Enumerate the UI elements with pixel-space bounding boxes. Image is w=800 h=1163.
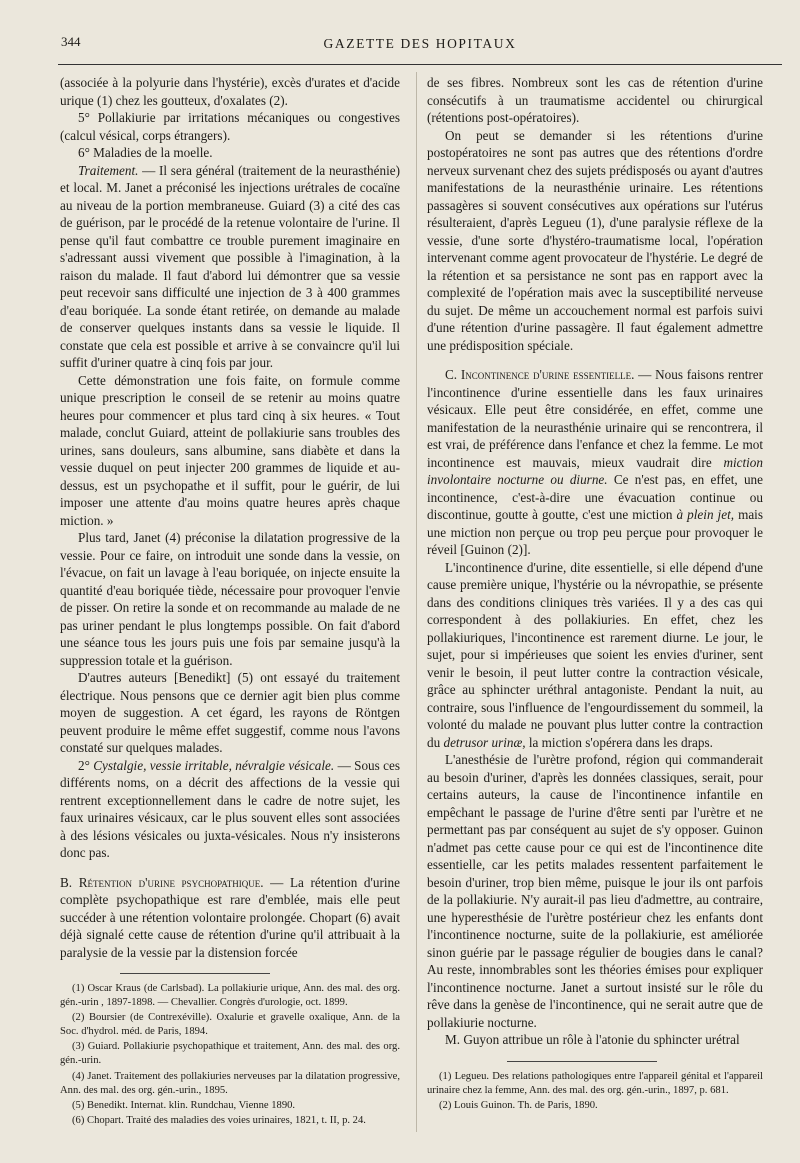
section-heading: B. Rétention d'urine psychopathique. [60, 874, 264, 890]
footnote: (5) Benedikt. Internat. klin. Rundchau, Vienne 1890. [72, 1099, 296, 1111]
footnote: (2) Louis Guinon. Th. de Paris, 1890. [439, 1099, 598, 1111]
paragraph: D'autres auteurs [Benedikt] (5) ont essayé du traitement électrique. Nous pensons que ce dernier agit bien plus comme moyen de suggestion. A cet égard, les rayons de Röntgen peuvent produire le même effet suggestif, comme nous l'avons constaté sur quelques malades. [60, 670, 400, 755]
paragraph: On peut se demander si les rétentions d'urine postopératoires ne sont pas autres que des rétentions d'ordre nerveux survenant chez des sujets prédisposés ou ayant d'autres manifestations de la neurasthénie urinaire. Les rétentions passagères si souvent consécutives aux opérations sur l'utérus résulteraient, d'après Legueu (1), d'une paralysie réflexe de la vessie, d'une sorte d'hystéro-traumatisme local, l'opération intervenant comme agent provocateur de l'hystérie. Le degré de la rétention et sa persistance ne sont pas en rapport avec la complexité de l'opération mais avec la susceptibilité nerveuse du sujet. De même un accouchement normal est parfois suivi d'une rétention d'urine passagère. Il faut également admettre une prédisposition spéciale. [427, 127, 763, 353]
footnote: (1) Oscar Kraus (de Carlsbad). La pollakiurie urique, Ann. des mal. des org. gén.-urin , 1897-1898. — Chevallier. Congrès d'urologie, oct. 1899. [60, 983, 400, 1009]
left-column [60, 74, 400, 1129]
footnote: (2) Boursier (de Contrexéville). Oxalurie et gravelle oxalique, Ann. de la Soc. d'hydrol. méd. de Paris, 1894. [60, 1012, 400, 1038]
paragraph: Plus tard, Janet (4) préconise la dilatation progressive de la vessie. Pour ce faire, on introduit une sonde dans la vessie, on l'évacue, on fait un lavage à l'eau boriquée, on injecte ensuite la quantité d'eau boriquée tiède, nécessaire pour provoquer l'envie de pisser. On retire la sonde et on recommande au malade de ne pas uriner pendant le plus longtemps possible. On fait d'abord une séance tous les jours puis une fois par semaine jusqu'à la suppression totale et la guérison. [60, 530, 400, 668]
footnotes [60, 982, 400, 1128]
footnotes [427, 1070, 763, 1113]
footnote: (1) Legueu. Des relations pathologiques entre l'appareil génital et l'appareil urinaire chez la femme, Ann. des mal. des org. gén.-urin., 1897, p. 681. [427, 1070, 763, 1096]
paragraph: de ses fibres. Nombreux sont les cas de rétention d'urine consécutifs à un traumatisme accidentel ou chirurgical (rétentions post-opératoires). [427, 75, 763, 125]
section-heading: C. Incontinence d'urine essentielle. [445, 367, 635, 382]
column-divider [416, 72, 417, 1132]
paragraph: Cette démonstration une fois faite, on formule comme unique prescription le conseil de se retenir au moins quatre heures pour commencer et plus tard cinq à six heures. « Tout malade, conclut Guiard, atteint de pollakiurie sans troubles des urines, sans douleurs, sans albumine, sans diabète et dans la vessie duquel on peut injecter 200 grammes de liquide et au-dessus, est un psychopathe et il suffit, pour le guérir, de lui imposer une attente d'au moins quatre heures après chaque miction. » [60, 372, 400, 528]
footnote: (4) Janet. Traitement des pollakiuries nerveuses par la dilatation progressive, Ann. des mal. des org. gén.-urin., 1895. [60, 1070, 400, 1096]
paragraph: 6° Maladies de la moelle. [78, 145, 213, 160]
footnote-rule [507, 1061, 657, 1062]
paragraph: L'incontinence d'urine, dite essentielle, si elle dépend d'une cause première unique, l'hystérie ou la névropathie, se présente dans des conditions cliniques très variées. Il y a des cas qui correspondent à des pollakiuries. En effet, chez les pollakiuriques, l'incontinence est rarement diurne. Le jour, le sujet, pour si impérieuses que soient les envies d'uriner, sent venir le besoin, il peut lutter contre la contraction vésicale, grâce au sphincter uréthral antagoniste. Pendant la nuit, au contraire, sous l'influence de l'engourdissement du sommeil, la volonté du malade ne pouvant plus lutter contre la contraction du detrusor urinæ, la miction s'opérera dans les draps. [427, 559, 763, 750]
paragraph: 5° Pollakiurie par irritations mécaniques ou congestives (calcul vésical, corps étrangers). [60, 110, 400, 143]
page-number: 344 [61, 34, 81, 49]
paragraph: 2° Cystalgie, vessie irritable, névralgie vésicale. — Sous ces différents noms, on a décrit des affections de la vessie qui rentrent exceptionnellement dans le cadre de notre sujet, les faux urinaires vésicaux, car le plus souvent elles sont associées à des lésions vésicales ou juxta-vésicales. Nous n'y insisterons donc pas. [60, 757, 400, 860]
paragraph: (associée à la polyurie dans l'hystérie), excès d'urates et d'acide urique (1) chez les goutteux, d'oxalates (2). [60, 75, 400, 108]
footnote-rule [120, 973, 270, 974]
paragraph: B. Rétention d'urine psychopathique. — La rétention d'urine complète psychopathique est rare d'emblée, mais elle peut succéder à une rétention volontaire prolongée. Chopart (6) avait déjà signalé cette cause de rétention d'urine qu'il attribuait à la paralysie de la vessie par la distension forcée [60, 874, 400, 960]
paragraph: C. Incontinence d'urine essentielle. — Nous faisons rentrer l'incontinence d'urine essentielle dans les faux urinaires vésicaux. Elle peut être considérée, en effet, comme une manifestation de la neurasthénie urinaire qui se rencontrera, il est vrai, de préférence dans l'enfance et chez la femme. Le mot incontinence est mauvais, mieux vaudrait dire miction involontaire nocturne ou diurne. Ce n'est pas, en effet, une incontinence, c'est-à-dire une évacuation continue ou discontinue, goutte à goutte, c'est une miction à plein jet, mais une miction non perçue ou trop peu perçue pour provoquer le réveil [Guinon (2)]. [427, 367, 763, 557]
footnote: (3) Guiard. Pollakiurie psychopathique et traitement, Ann. des mal. des org. gén.-urin. [60, 1041, 400, 1067]
paragraph: M. Guyon attribue un rôle à l'atonie du sphincter urétral [445, 1032, 740, 1047]
page-header [58, 30, 782, 65]
journal-title: GAZETTE DES HOPITAUX [323, 36, 517, 51]
right-column [427, 74, 763, 1114]
paragraph: Traitement. — Il sera général (traitement de la neurasthénie) et local. M. Janet a préconisé les injections urétrales de cocaïne au niveau de la portion membraneuse. Guiard (3) a cité des cas de guérison, par le procédé de la retenue volontaire de l'urine. Il pense qu'il faut combattre ce trouble purement imaginaire en s'adressant aussi vivement que possible à l'imagination, à la raison du malade. Il faut d'abord lui démontrer que sa vessie peut recevoir sans difficulté une injection de 3 à 400 grammes d'eau boriquée. La sonde étant retirée, on demande au malade de conserver quelques instants dans sa vessie le liquide. Il constate que cela est possible et arrive à se convaincre qu'il lui suffit d'uriner quatre à cinq fois par jour. [60, 162, 400, 370]
section-heading: Cystalgie, vessie irritable, névralgie vésicale. [93, 757, 335, 773]
section-heading: Traitement. [78, 162, 139, 178]
footnote: (6) Chopart. Traité des maladies des voies urinaires, 1821, t. II, p. 24. [72, 1114, 366, 1126]
paragraph: L'anesthésie de l'urètre profond, région qui commanderait au besoin d'uriner, d'après les données classiques, serait, pour certains auteurs, la cause de l'incontinence infantile en empêchant le passage de l'urine d'être senti par l'urètre et ne permettant pas par conséquent au sujet de s'y opposer. Guinon n'admet pas cette cause pour ce qui est de l'incontinence dite essentielle, car les petits malades ressentent parfaitement le besoin d'uriner, trop bien même, puisque le jour ils ont parfois de la pollakiurie. N'y aurait-il pas lieu d'admettre, au contraire, une hyperesthésie de l'urètre postérieur chez les enfants dont l'incontinence nocturne, suite de la pollakiurie, est améliorée sinon guérie par le passage régulier de bougies dans le canal? Au reste, innombrables sont les théories émises pour expliquer l'incontinence nocturne. Janet a surtout insisté sur le rôle du rêve dans la genèse de l'incontinence, qui ne serait autre que de pollakiurie nocturne. [427, 752, 763, 1030]
